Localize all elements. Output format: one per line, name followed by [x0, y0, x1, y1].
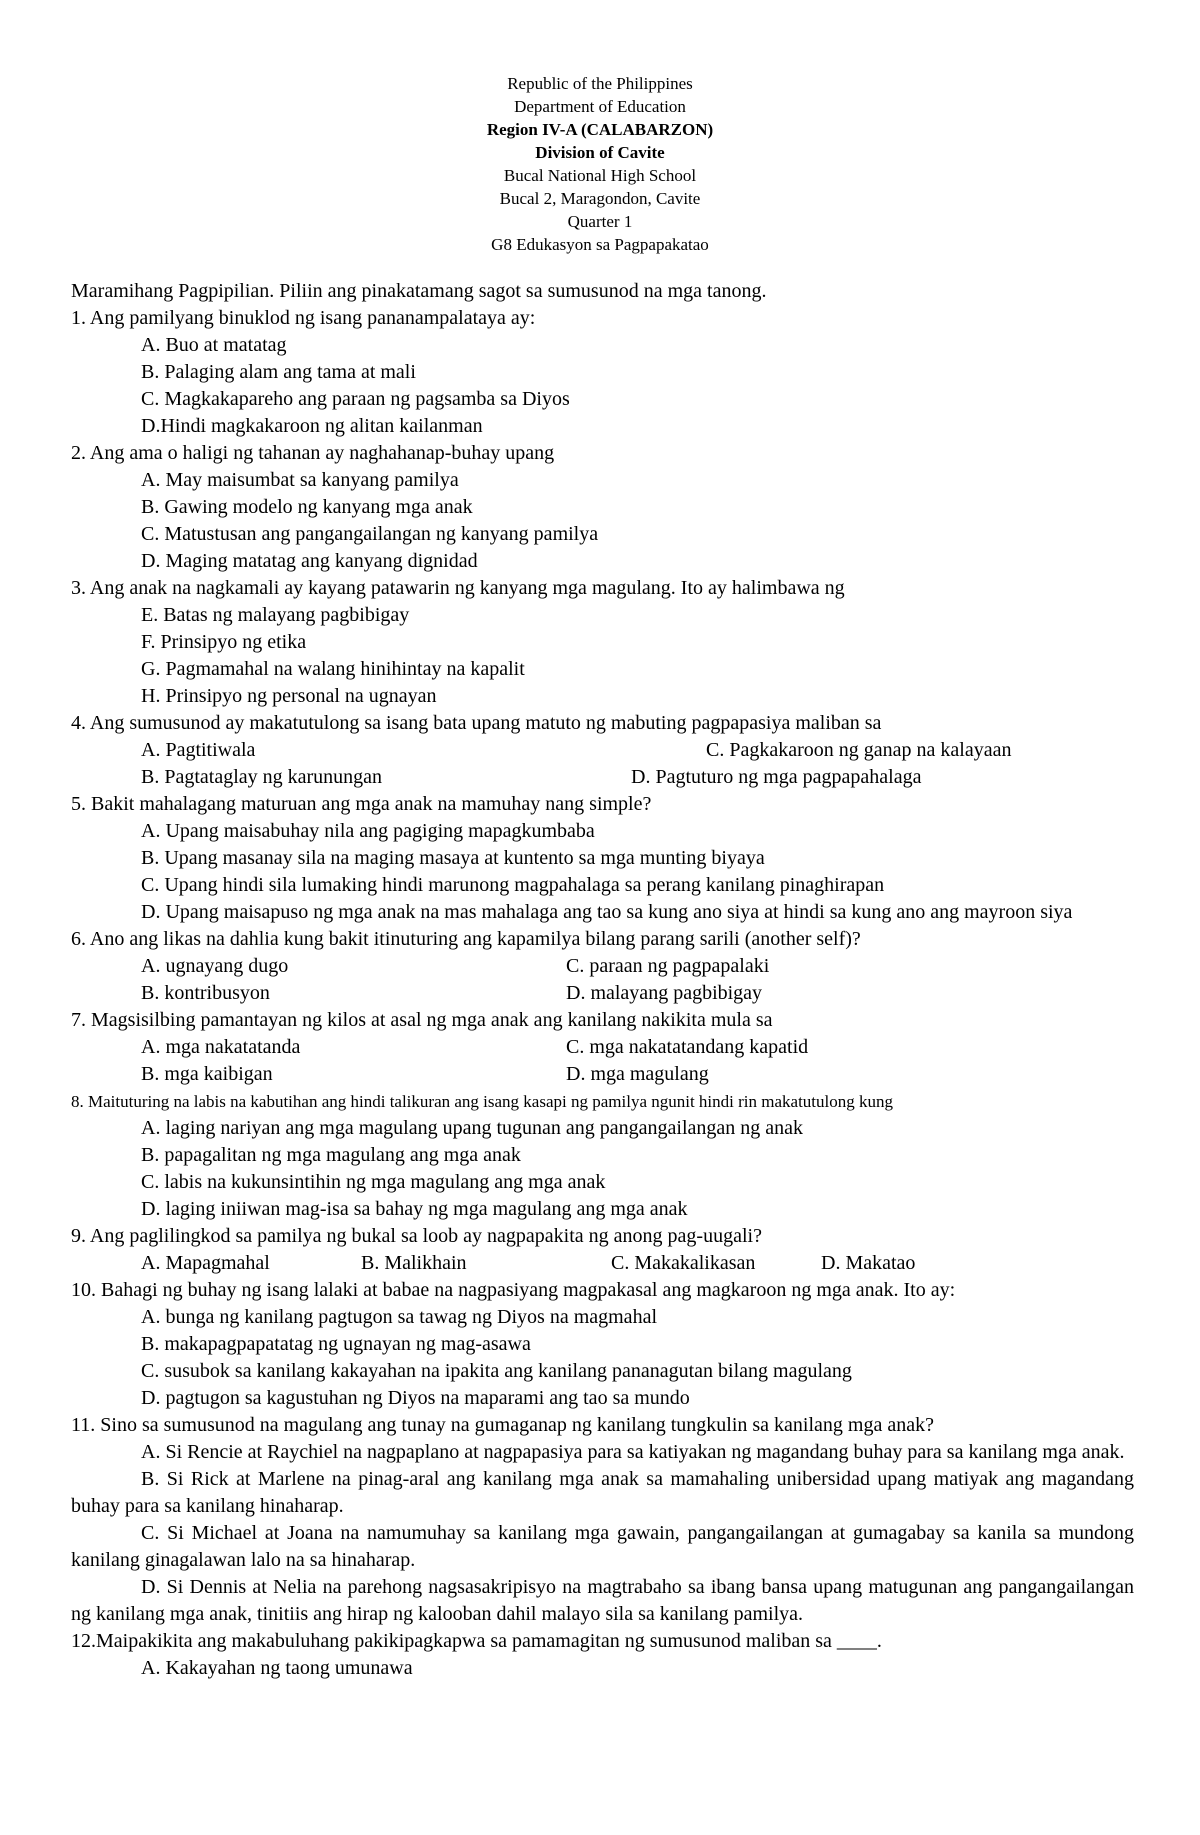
- question-9-option-b: B. Malikhain: [361, 1252, 467, 1274]
- question-4-option-c: C. Pagkakaroon ng ganap na kalayaan: [706, 739, 1012, 761]
- question-10-option-c: C. susubok sa kanilang kakayahan na ipakita ang kanilang pananagutan bilang magulang: [141, 1360, 852, 1382]
- question-7-option-b: B. mga kaibigan: [141, 1063, 273, 1085]
- header-school: Bucal National High School: [503, 166, 697, 185]
- question-1-option-a: A. Buo at matatag: [141, 334, 287, 356]
- question-6-stem: 6. Ano ang likas na dahlia kung bakit itinuturing ang kapamilya bilang parang sarili (another self)?: [71, 928, 861, 950]
- question-8-stem: 8. Maituturing na labis na kabutihan ang hindi talikuran ang isang kasapi ng pamilya ngunit hindi rin makatutulong kung: [71, 1092, 893, 1111]
- header-quarter: Quarter 1: [567, 212, 633, 231]
- question-8-option-c: C. labis na kukunsintihin ng mga magulang ang mga anak: [141, 1171, 606, 1193]
- question-4-option-d: D. Pagtuturo ng mga pagpapahalaga: [631, 766, 922, 788]
- question-3-stem: 3. Ang anak na nagkamali ay kayang patawarin ng kanyang mga magulang. Ito ay halimbawa ng: [71, 577, 845, 599]
- question-5-option-b: B. Upang masanay sila na maging masaya at kuntento sa mga munting biyaya: [141, 847, 765, 869]
- question-3-option-f: F. Prinsipyo ng etika: [141, 631, 307, 653]
- header-division: Division of Cavite: [535, 143, 665, 162]
- question-9-option-d: D. Makatao: [821, 1252, 916, 1274]
- question-6-option-b: B. kontribusyon: [141, 982, 270, 1004]
- question-1-option-c: C. Magkakapareho ang paraan ng pagsamba sa Diyos: [141, 388, 570, 410]
- question-7-option-c: C. mga nakatatandang kapatid: [566, 1036, 809, 1058]
- question-4-row-1: [141, 737, 1134, 764]
- question-8-option-b: B. papagalitan ng mga magulang ang mga anak: [141, 1144, 521, 1166]
- question-6-row-1: [141, 953, 1134, 980]
- question-7-row-2: [141, 1061, 1134, 1088]
- question-10-option-a: A. bunga ng kanilang pagtugon sa tawag ng Diyos na magmahal: [141, 1306, 657, 1328]
- question-2-option-b: B. Gawing modelo ng kanyang mga anak: [141, 496, 473, 518]
- question-3-option-h: H. Prinsipyo ng personal na ugnayan: [141, 685, 437, 707]
- exam-body: [71, 278, 1134, 1682]
- question-1-stem: 1. Ang pamilyang binuklod ng isang pananampalataya ay:: [71, 307, 536, 329]
- question-3-option-e: E. Batas ng malayang pagbibigay: [141, 604, 410, 626]
- question-6-option-c: C. paraan ng pagpapalaki: [566, 955, 770, 977]
- question-7-row-1: [141, 1034, 1134, 1061]
- question-4-option-b: B. Pagtataglay ng karunungan: [141, 766, 383, 788]
- question-10-option-b: B. makapagpapatatag ng ugnayan ng mag-asawa: [141, 1333, 531, 1355]
- question-8-option-d: D. laging iniiwan mag-isa sa bahay ng mga magulang ang mga anak: [141, 1198, 688, 1220]
- question-6-row-2: [141, 980, 1134, 1007]
- question-11-option-c: C. Si Michael at Joana na namumuhay sa kanilang mga gawain, pangangailangan at gumagabay sa kanila sa mundong kanilang ginagalawan lalo na sa hinaharap.: [71, 1522, 1134, 1571]
- question-2-stem: 2. Ang ama o haligi ng tahanan ay naghahanap-buhay upang: [71, 442, 555, 464]
- question-11-option-b: B. Si Rick at Marlene na pinag-aral ang kanilang mga anak sa mamahaling unibersidad upang matiyak ang magandang buhay para sa kanilang hinaharap.: [71, 1468, 1134, 1517]
- question-6-option-a: A. ugnayang dugo: [141, 955, 289, 977]
- question-9-row: [141, 1250, 1134, 1277]
- question-9-option-c: C. Makakalikasan: [611, 1252, 756, 1274]
- instructions: Maramihang Pagpipilian. Piliin ang pinakatamang sagot sa sumusunod na mga tanong.: [71, 280, 767, 302]
- question-2-option-c: C. Matustusan ang pangangailangan ng kanyang pamilya: [141, 523, 599, 545]
- question-10-stem: 10. Bahagi ng buhay ng isang lalaki at babae na nagpasiyang magpakasal ang magkaroon ng mga anak. Ito ay:: [71, 1279, 956, 1301]
- question-10-option-d: D. pagtugon sa kagustuhan ng Diyos na maparami ang tao sa mundo: [141, 1387, 690, 1409]
- question-1-option-b: B. Palaging alam ang tama at mali: [141, 361, 416, 383]
- question-8-option-a: A. laging nariyan ang mga magulang upang tugunan ang pangangailangan ng anak: [141, 1117, 804, 1139]
- question-1-option-d: D.Hindi magkakaroon ng alitan kailanman: [141, 415, 483, 437]
- question-7-option-a: A. mga nakatatanda: [141, 1036, 301, 1058]
- question-11-stem: 11. Sino sa sumusunod na magulang ang tunay na gumaganap ng kanilang tungkulin sa kanilang mga anak?: [71, 1414, 934, 1436]
- question-9-option-a: A. Mapagmahal: [141, 1252, 270, 1274]
- question-11-option-d: D. Si Dennis at Nelia na parehong nagsasakripisyo na magtrabaho sa ibang bansa upang matugunan ang pangangailangan ng kanilang mga anak, tinitiis ang hirap ng kalooban dahil malayo sila sa kanilang pamilya.: [71, 1576, 1134, 1625]
- question-3-option-g: G. Pagmamahal na walang hinihintay na kapalit: [141, 658, 525, 680]
- header-republic: Republic of the Philippines: [507, 74, 693, 93]
- question-9-stem: 9. Ang paglilingkod sa pamilya ng bukal sa loob ay nagpapakita ng anong pag-uugali?: [71, 1225, 762, 1247]
- question-11-option-a: A. Si Rencie at Raychiel na nagpaplano at nagpapasiya para sa katiyakan ng magandang buhay para sa kanilang mga anak.: [141, 1441, 1125, 1463]
- question-7-stem: 7. Magsisilbing pamantayan ng kilos at asal ng mga anak ang kanilang nakikita mula sa: [71, 1009, 773, 1031]
- document-header: [0, 72, 1200, 256]
- question-5-option-a: A. Upang maisabuhay nila ang pagiging mapagkumbaba: [141, 820, 595, 842]
- question-6-option-d: D. malayang pagbibigay: [566, 982, 763, 1004]
- header-address: Bucal 2, Maragondon, Cavite: [499, 189, 701, 208]
- question-2-option-a: A. May maisumbat sa kanyang pamilya: [141, 469, 459, 491]
- question-5-option-c: C. Upang hindi sila lumaking hindi marunong magpahalaga sa perang kanilang pinaghirapan: [141, 874, 885, 896]
- header-region: Region IV-A (CALABARZON): [486, 120, 714, 139]
- question-12-option-a: A. Kakayahan ng taong umunawa: [141, 1657, 413, 1679]
- header-subject: G8 Edukasyon sa Pagpapakatao: [491, 235, 709, 254]
- question-12-stem: 12.Maipakikita ang makabuluhang pakikipagkapwa sa pamamagitan ng sumusunod maliban sa ____.: [71, 1630, 882, 1652]
- question-4-option-a: A. Pagtitiwala: [141, 739, 256, 761]
- question-4-row-2: [141, 764, 1134, 791]
- question-5-stem: 5. Bakit mahalagang maturuan ang mga anak na mamuhay nang simple?: [71, 793, 652, 815]
- question-7-option-d: D. mga magulang: [566, 1063, 709, 1085]
- question-5-option-d: D. Upang maisapuso ng mga anak na mas mahalaga ang tao sa kung ano siya at hindi sa kung ano ang mayroon siya: [141, 901, 1073, 923]
- question-2-option-d: D. Maging matatag ang kanyang dignidad: [141, 550, 478, 572]
- question-4-stem: 4. Ang sumusunod ay makatutulong sa isang bata upang matuto ng mabuting pagpapasiya maliban sa: [71, 712, 882, 734]
- header-department: Department of Education: [514, 97, 686, 116]
